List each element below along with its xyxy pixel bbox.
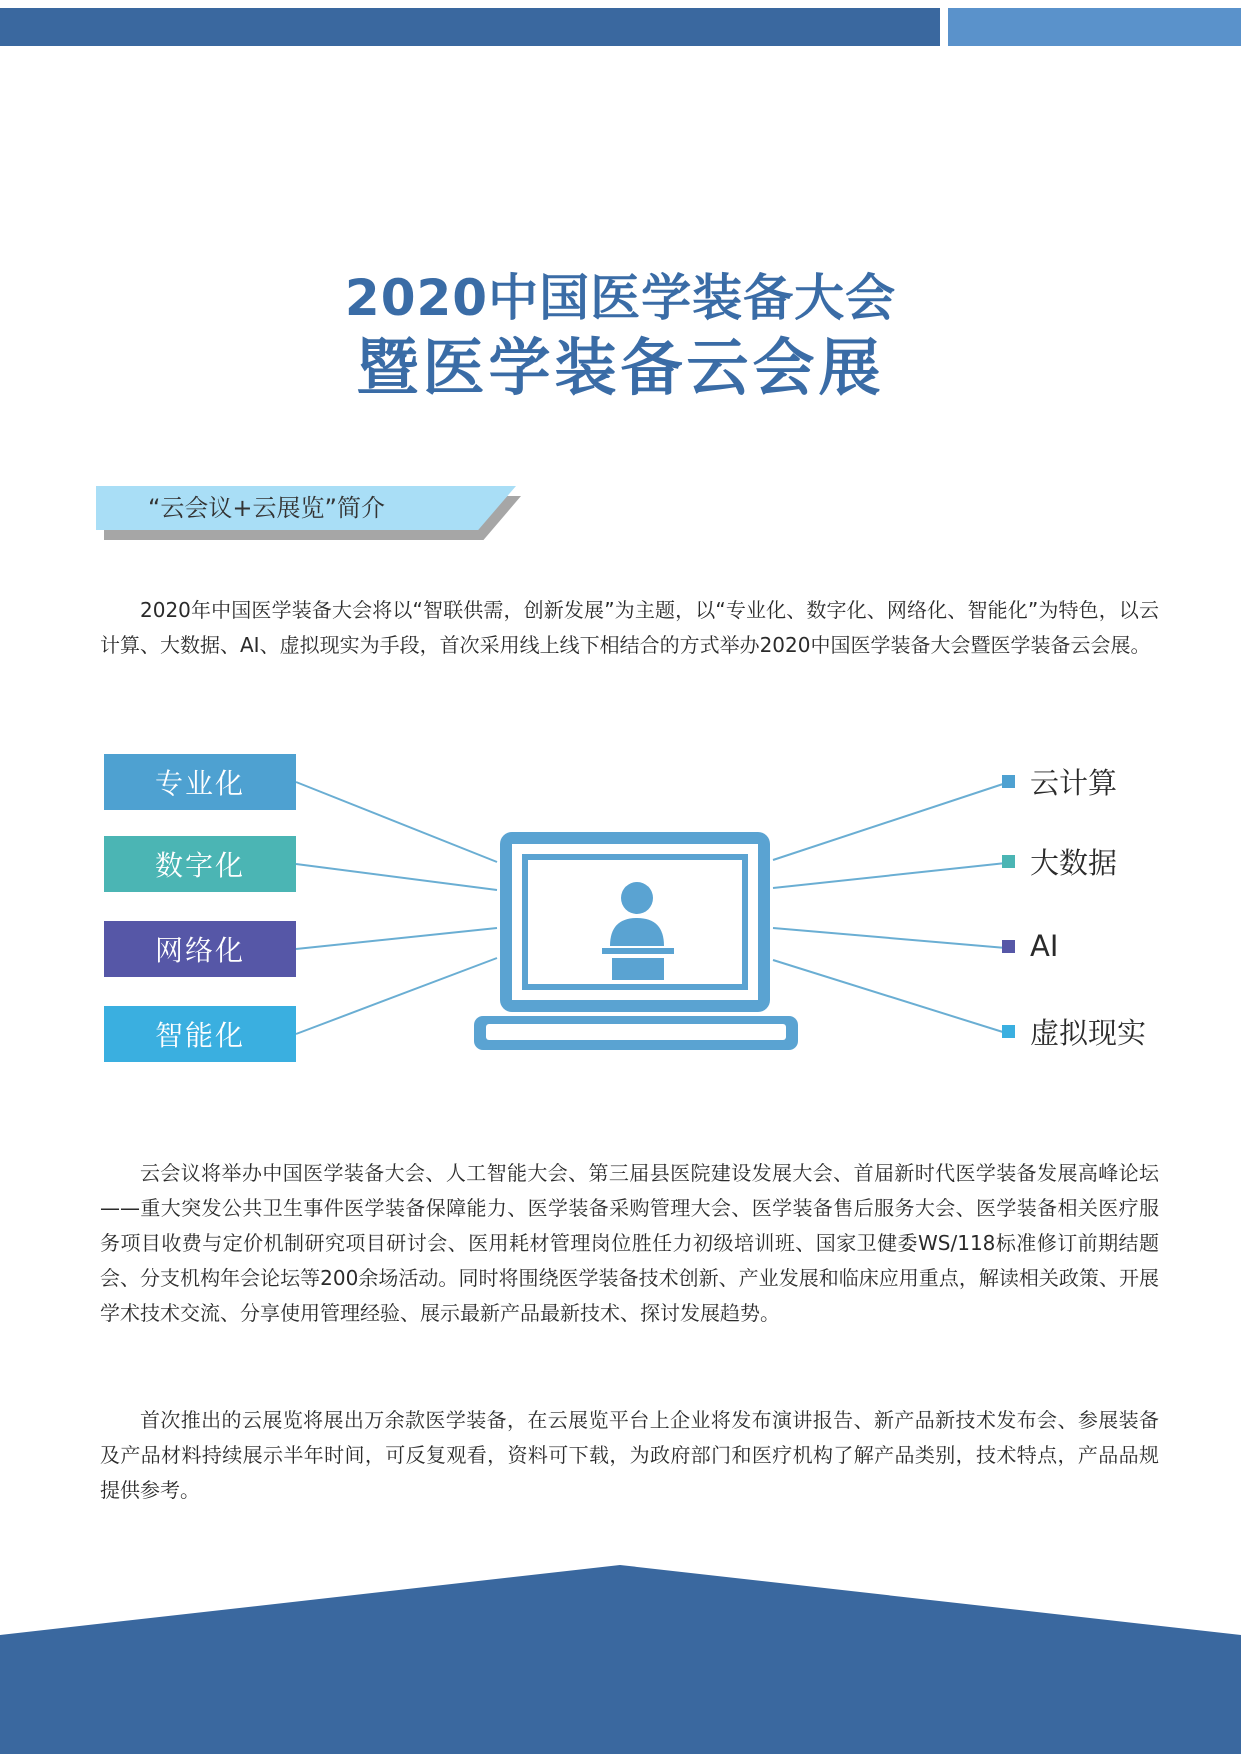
intro-paragraph: 2020年中国医学装备大会将以“智联供需，创新发展”为主题，以“专业化、数字化、网络化、智能化”为特色，以云计算、大数据、AI、虚拟现实为手段，首次采用线上线下相结合的方式举办2020中国医学装备大会暨医学装备云会展。 [100,598,1159,657]
means-item-ai [1002,926,1058,966]
means-label: 云计算 [1030,765,1118,800]
section-heading-label: “云会议+云展览”简介 [148,494,385,522]
page-title-line2: 暨医学装备云会展 [356,331,885,404]
connector-line-4 [296,958,497,1034]
connector-line-2 [296,864,497,890]
footer-band [0,1560,1241,1754]
cloud-meeting-paragraph: 云会议将举办中国医学装备大会、人工智能大会、第三届县医院建设发展大会、首届新时代医学装备发展高峰论坛——重大突发公共卫生事件医学装备保障能力、医学装备采购管理大会、医学装备售后服务大会、医学装备相关医疗服务项目收费与定价机制研究项目研讨会、医用耗材管理岗位胜任力初级培训班、国家卫健委WS/118标准修订前期结题会、分支机构年会论坛等200余场活动。同时将围绕医学装备技术创新、产业发展和临床应用重点，解读相关政策、开展学术技术交流、分享使用管理经验、展示最新产品最新技术、探讨发展趋势。 [100,1161,1159,1325]
square-bullet-icon [1002,1025,1015,1038]
connector-line-7 [773,928,1006,948]
laptop-speaker-icon [472,828,802,1058]
connector-line-6 [773,863,1006,888]
section-heading-banner [96,486,526,542]
cloud-exhibition-paragraph: 首次推出的云展览将展出万余款医学装备，在云展览平台上企业将发布演讲报告、新产品新技术发布会、参展装备及产品材料持续展示半年时间，可反复观看，资料可下载，为政府部门和医疗机构了解产品类别，技术特点，产品品规提供参考。 [100,1408,1159,1502]
top-bar-light [948,8,1241,46]
features-diagram [0,740,1241,1070]
connector-line-5 [773,783,1006,860]
page-title-line1: 2020中国医学装备大会 [344,269,897,327]
square-bullet-icon [1002,940,1015,953]
means-label: 大数据 [1030,845,1118,880]
feature-box-intelligent: 智能化 [104,1006,296,1062]
square-bullet-icon [1002,775,1015,788]
means-item-cloud-computing [1002,761,1117,801]
square-bullet-icon [1002,855,1015,868]
top-bar-dark [0,8,940,46]
connector-line-3 [296,928,497,949]
connector-line-1 [296,782,497,862]
means-item-big-data [1002,841,1117,881]
means-item-virtual-reality [1002,1011,1146,1051]
connector-line-8 [773,960,1006,1033]
means-label: AI [1030,929,1059,963]
feature-box-digital: 数字化 [104,836,296,892]
feature-box-professional: 专业化 [104,754,296,810]
feature-box-network: 网络化 [104,921,296,977]
means-label: 虚拟现实 [1030,1015,1147,1050]
